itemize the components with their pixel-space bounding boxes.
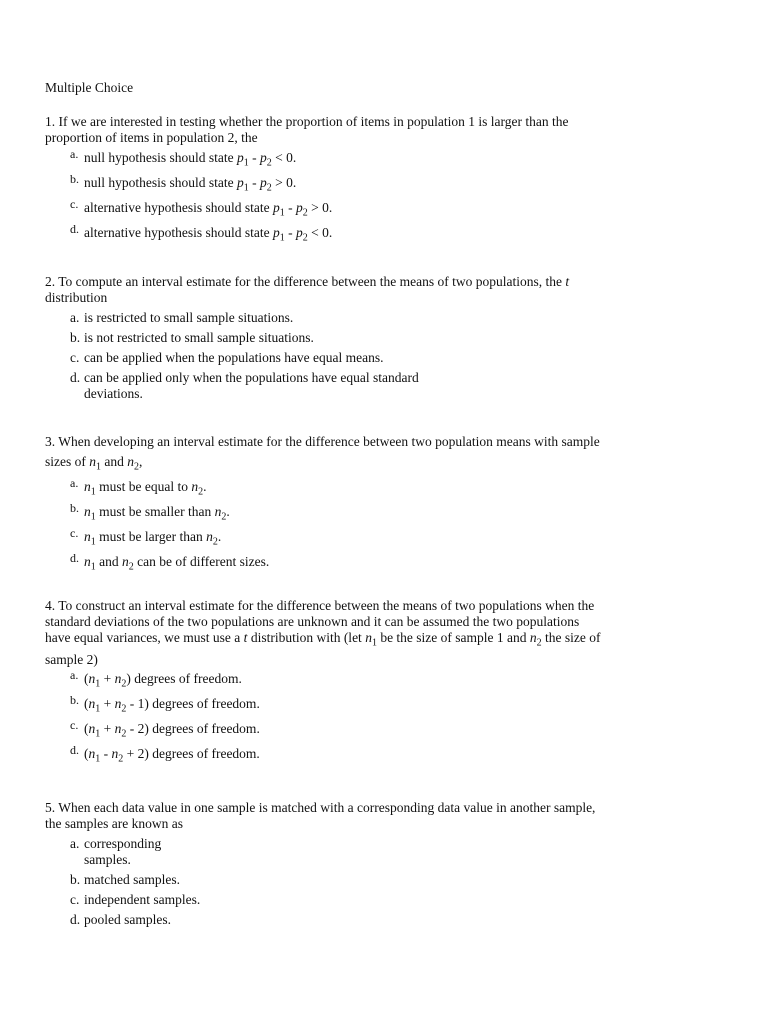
option-letter: d. [70,912,81,927]
option-letter: c. [70,525,79,540]
option-c [45,892,605,912]
option-letter: d. [70,742,79,757]
section-heading: Multiple Choice [45,80,134,95]
option-c [45,197,605,225]
option-letter: a. [70,667,79,682]
question-4 [45,598,605,771]
option-text: can be applied when the populations have equal means. [84,350,384,365]
option-text: is restricted to small sample situations. [84,310,294,325]
option-letter: a. [70,475,79,490]
option-d [45,222,605,250]
option-text: is not restricted to small sample situations. [84,330,314,345]
option-text: corresponding samples. [84,836,162,867]
option-letter: d. [70,550,79,565]
option-d [45,912,605,932]
question-stem: 3. When developing an interval estimate for the difference between two population means with sample sizes of $n_1$ and $n_2$, [45,434,600,473]
option-letter: b. [70,172,79,186]
option-letter: c. [70,197,79,211]
option-b [45,872,605,892]
option-list [45,836,605,932]
option-text: $n_1$ must be larger than $n_2$. [84,528,222,548]
option-letter: d. [70,222,79,236]
option-letter: b. [70,692,79,707]
option-c [45,717,605,746]
question-1 [45,114,605,250]
question-stem: 2. To compute an interval estimate for the difference between the means of two populations, the t distribution [45,274,570,305]
option-a [45,836,605,868]
option-d [45,370,605,402]
option-letter: c. [70,717,79,732]
option-a [45,667,605,696]
option-letter: b. [70,500,79,515]
option-text: can be applied only when the populations have equal standard deviations. [84,370,419,401]
option-a [45,147,605,175]
option-list [45,475,605,579]
option-text: null hypothesis should state $p_1 - p_2 > 0$. [84,175,297,194]
option-a [45,310,605,330]
question-5 [45,800,605,932]
option-list [45,667,605,771]
option-letter: c. [70,350,80,365]
question-3 [45,432,605,579]
option-b [45,500,605,529]
question-stem: 4. To construct an interval estimate for the difference between the means of two populations when the standard deviations of the two populations are unknown and it can be assumed the two populations have equal variances, we must use a t distribution with (let $n_1$ be the size of sample 1 and $n_2$ the size of sample 2) [45,598,601,667]
option-letter: a. [70,310,80,325]
option-text: $n_1$ must be smaller than $n_2$. [84,503,230,523]
option-c [45,350,605,370]
option-c [45,525,605,554]
option-text: alternative hypothesis should state $p_1 - p_2 > 0$. [84,200,333,219]
option-d [45,742,605,771]
option-text: $(n_1 + n_2 - 1)$ degrees of freedom. [84,695,260,715]
option-letter: b. [70,872,81,887]
option-letter: b. [70,330,81,345]
option-text: $n_1$ must be equal to $n_2$. [84,478,207,498]
option-text: $n_1$ and $n_2$ can be of different sizes. [84,553,270,573]
question-stem: 1. If we are interested in testing whether the proportion of items in population 1 is larger than the proportion of items in population 2, the [45,114,569,145]
option-text: matched samples. [84,872,180,887]
option-text: null hypothesis should state $p_1 - p_2 < 0$. [84,150,297,169]
option-text: independent samples. [84,892,201,907]
option-letter: a. [70,147,79,161]
option-list [45,147,605,250]
option-text: $(n_1 - n_2 + 2)$ degrees of freedom. [84,745,260,765]
option-list [45,310,605,402]
option-a [45,475,605,504]
option-b [45,172,605,200]
option-text: $(n_1 + n_2 - 2)$ degrees of freedom. [84,720,260,740]
question-stem: 5. When each data value in one sample is matched with a corresponding data value in another sample, the samples are known as [45,800,596,831]
option-b [45,692,605,721]
option-text: $(n_1 + n_2)$ degrees of freedom. [84,670,242,690]
option-b [45,330,605,350]
option-d [45,550,605,579]
option-letter: a. [70,836,80,851]
option-letter: d. [70,370,81,385]
question-2 [45,274,605,406]
option-text: alternative hypothesis should state $p_1 - p_2 < 0$. [84,225,333,244]
option-letter: c. [70,892,80,907]
option-text: pooled samples. [84,912,171,927]
